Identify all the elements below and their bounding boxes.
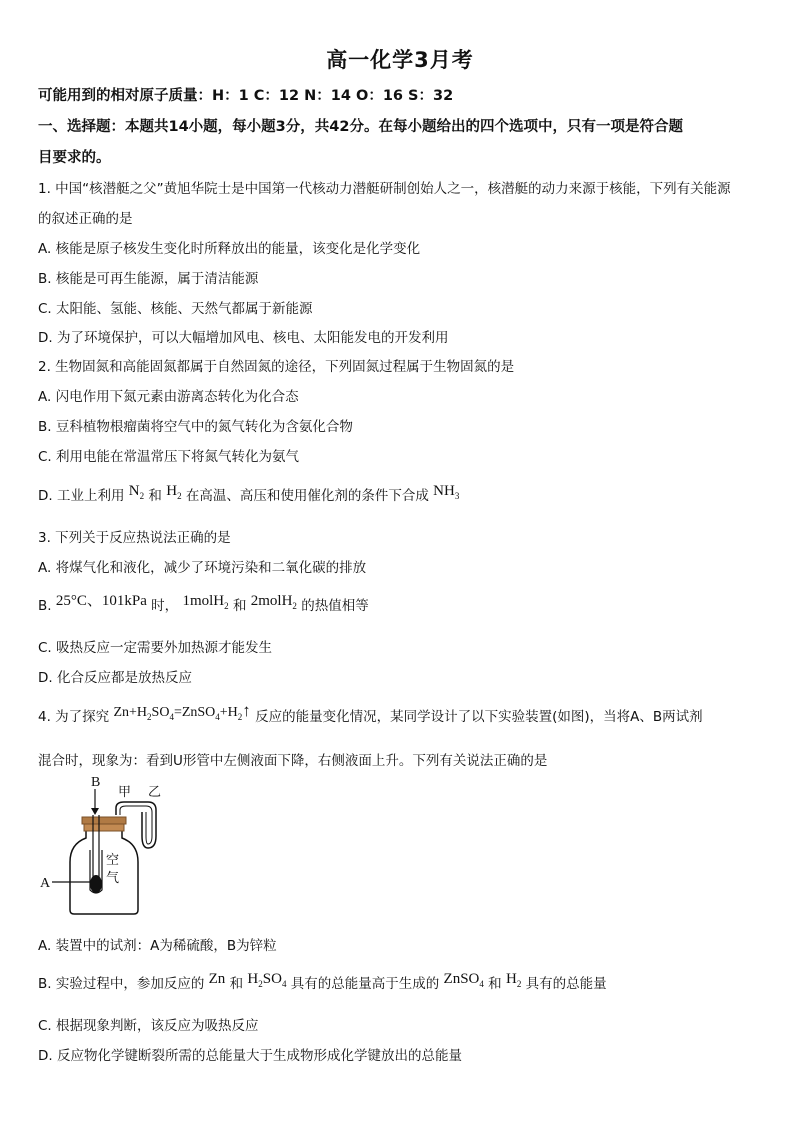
q2-option-a: A. 闪电作用下氮元素由游离态转化为化合态 — [38, 389, 299, 405]
stopper-top — [82, 817, 126, 824]
q3-option-b-when: 时， — [151, 598, 179, 614]
q1-stem-line1: 1. 中国“核潜艇之父”黄旭华院士是中国第一代核动力潜艇研制创始人之一，核潜艇的动力来源于核能，下列有关能源 — [38, 181, 731, 197]
formula-n2: $N_2$ — [128, 483, 145, 501]
q2-option-d-mid: 在高温、高压和使用催化剂的条件下合成 — [185, 488, 429, 504]
q4-option-b-and1: 和 — [229, 976, 244, 992]
q1-option-d: D. 为了环境保护，可以大幅增加风电、核电、太阳能发电的开发利用 — [38, 330, 449, 346]
q1-option-a: A. 核能是原子核发生变化时所释放出的能量，该变化是化学变化 — [38, 241, 421, 257]
section-header-line2: 目要求的。 — [38, 150, 111, 166]
formula-zn: Zn — [208, 971, 226, 987]
gas-arrow-icon: ↑ — [242, 701, 251, 720]
q2-option-d-and: 和 — [148, 488, 162, 504]
label-a: A — [40, 876, 51, 891]
q2-option-c: C. 利用电能在常温常压下将氮气转化为氨气 — [38, 449, 300, 465]
q2-stem: 2. 生物固氮和高能固氮都属于自然固氮的途径，下列固氮过程属于生物固氮的是 — [38, 359, 515, 375]
q2-option-d — [38, 484, 459, 506]
formula-nh3: $NH_3$ — [433, 483, 460, 501]
q1-option-b: B. 核能是可再生能源，属于清洁能源 — [38, 271, 259, 287]
q2-option-d-prefix: D. 工业上利用 — [38, 488, 125, 504]
label-air-2: 气 — [106, 870, 120, 885]
q3-option-b-and: 和 — [232, 598, 247, 614]
reaction-equation: $Zn+H_2SO_4=ZnSO_4+H_2↑$ — [113, 701, 251, 722]
q4-option-c: C. 根据现象判断，该反应为吸热反应 — [38, 1018, 259, 1034]
q3-option-a: A. 将煤气化和液化，减少了环境污染和二氧化碳的排放 — [38, 560, 367, 576]
q4-option-a: A. 装置中的试剂：A为稀硫酸，B为锌粒 — [38, 938, 277, 954]
q4-option-d: D. 反应物化学键断裂所需的总能量大于生成物形成化学键放出的总能量 — [38, 1048, 462, 1064]
q4-stem-prefix: 4. 为了探究 — [38, 709, 110, 725]
u-tube-inner — [120, 806, 152, 844]
stopper-bottom — [84, 824, 124, 831]
q3-option-b — [38, 594, 369, 616]
section-header-line1: 一、选择题：本题共14小题，每小题3分，共42分。在每小题给出的四个选项中，只有一项是符合题 — [38, 119, 683, 135]
flask-body — [70, 827, 138, 914]
atomic-mass-line: 可能用到的相对原子质量：H：1 C：12 N：14 O：16 S：32 — [38, 88, 454, 104]
label-b: B — [91, 775, 101, 790]
label-jia: 甲 — [118, 784, 132, 799]
q3-stem: 3. 下列关于反应热说法正确的是 — [38, 530, 231, 546]
q4-option-b-mid: 具有的总能量高于生成的 — [290, 976, 440, 992]
experiment-apparatus-figure — [38, 772, 168, 920]
formula-2mol-h2: 2molH$_2$ — [250, 593, 297, 611]
formula-znso4: ZnSO$_4$ — [443, 971, 484, 989]
q4-stem-line1 — [38, 701, 703, 727]
page-title: 高一化学3月考 — [326, 48, 474, 72]
formula-h2so4: $H_2SO_4$ — [247, 971, 287, 989]
dropper-arrow-head-icon — [91, 808, 99, 815]
label-yi: 乙 — [148, 784, 162, 799]
q4-option-b-and2: 和 — [488, 976, 502, 992]
formula-h2: $H_2$ — [166, 483, 182, 501]
formula-1mol-h2: 1molH$_2$ — [182, 593, 229, 611]
formula-h2-product: $H_2$ — [505, 971, 522, 989]
q1-option-c: C. 太阳能、氢能、核能、天然气都属于新能源 — [38, 301, 313, 317]
q4-stem-rest: 反应的能量变化情况，某同学设计了以下实验装置(如图)，当将A、B两试剂 — [255, 709, 703, 725]
label-air-1: 空 — [106, 852, 120, 867]
reagent-a — [90, 875, 102, 893]
q4-option-b-suffix: 具有的总能量 — [525, 976, 607, 992]
q4-stem-line2: 混合时，现象为：看到U形管中左侧液面下降，右侧液面上升。下列有关说法正确的是 — [38, 753, 548, 769]
q4-option-b-prefix: B. 实验过程中，参加反应的 — [38, 976, 205, 992]
q2-option-b: B. 豆科植物根瘤菌将空气中的氮气转化为含氨化合物 — [38, 419, 353, 435]
q3-option-b-suffix: 的热值相等 — [301, 598, 369, 614]
condition-text: 25°C、101kPa — [55, 593, 147, 609]
q3-option-b-prefix: B. — [38, 598, 52, 614]
q3-option-c: C. 吸热反应一定需要外加热源才能发生 — [38, 640, 273, 656]
q1-stem-line2: 的叙述正确的是 — [38, 211, 133, 227]
q4-option-b — [38, 972, 607, 994]
q3-option-d: D. 化合反应都是放热反应 — [38, 670, 192, 686]
